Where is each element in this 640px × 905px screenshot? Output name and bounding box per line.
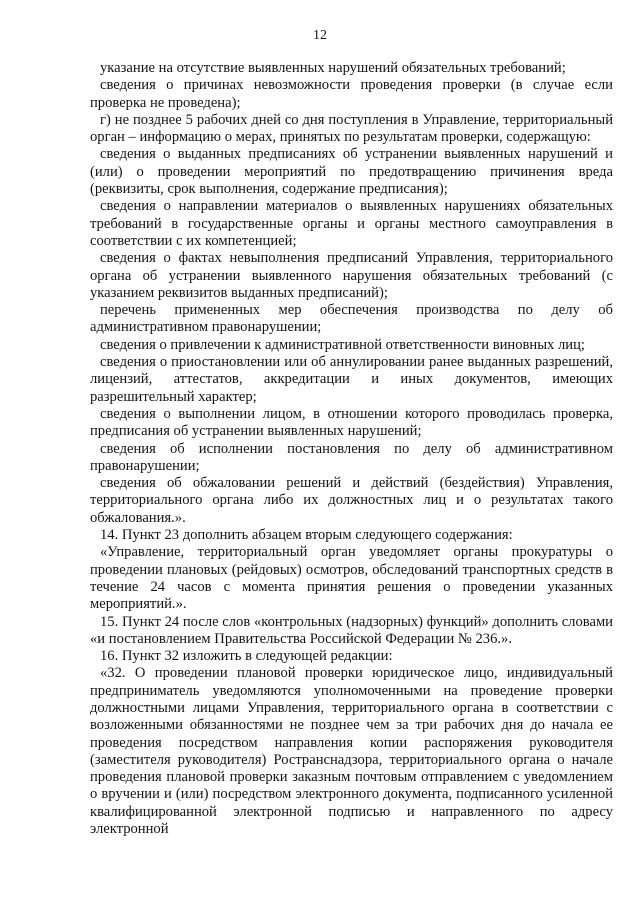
paragraph: 15. Пункт 24 после слов «контрольных (надзорных) функций» дополнить словами «и постановлением Правительства Российской Федерации № 236.».	[90, 613, 613, 647]
paragraph: сведения о выполнении лицом, в отношении которого проводилась проверка, предписания об устранении выявленных нарушений;	[90, 405, 613, 440]
paragraph: сведения об исполнении постановления по делу об административном правонарушении;	[90, 440, 613, 474]
paragraph: г) не позднее 5 рабочих дней со дня поступления в Управление, территориальный орган – информацию о мерах, принятых по результатам проверки, содержащую:	[90, 111, 613, 146]
paragraph: перечень примененных мер обеспечения производства по делу об административном правонарушении;	[90, 302, 613, 336]
document-body	[90, 60, 613, 838]
paragraph: сведения о привлечении к административной ответственности виновных лиц;	[100, 336, 585, 353]
paragraph: сведения об обжаловании решений и действий (бездействия) Управления, территориального органа либо их должностных лиц и о результатах такого обжалования.».	[90, 475, 613, 526]
paragraph: сведения о выданных предписаниях об устранении выявленных нарушений и (или) о проведении мероприятий по предотвращению причинения вреда (реквизиты, срок выполнения, содержание предписания);	[90, 146, 613, 198]
page-number: 12	[313, 28, 327, 43]
paragraph: сведения о причинах невозможности проведения проверки (в случае если проверка не проведена);	[90, 77, 613, 111]
paragraph: 16. Пункт 32 изложить в следующей редакции:	[100, 648, 393, 665]
paragraph: 14. Пункт 23 дополнить абзацем вторым следующего содержания:	[100, 527, 513, 544]
paragraph: указание на отсутствие выявленных нарушений обязательных требований;	[100, 60, 566, 76]
paragraph: «32. О проведении плановой проверки юридическое лицо, индивидуальный предприниматель уведомляются уполномоченными на проведение проверки должностными лицами Управления, территориального органа в соответствии с возложенными обязанностями не позднее чем за три рабочих дня до начала ее проведения посредством направления копии распоряжения руководителя (заместителя руководителя) Ространснадзора, территориального органа о начале проведения плановой проверки заказным почтовым отправлением с уведомлением о вручении и (или) посредством электронного документа, подписанного усиленной квалифицированной электронной подписью и направленного по адресу электронной	[90, 665, 613, 838]
paragraph: сведения о фактах невыполнения предписаний Управления, территориального органа об устранении выявленного нарушения обязательных требований (с указанием реквизитов выданных предписаний);	[90, 250, 613, 301]
paragraph: сведения о приостановлении или об аннулировании ранее выданных разрешений, лицензий, аттестатов, аккредитации и иных документов, имеющих разрешительный характер;	[90, 354, 613, 405]
paragraph: «Управление, территориальный орган уведомляет органы прокуратуры о проведении плановых (рейдовых) осмотров, обследований транспортных средств в течение 24 часов с момента принятия решения о проведении указанных мероприятий.».	[90, 544, 613, 613]
paragraph: сведения о направлении материалов о выявленных нарушениях обязательных требований в государственные органы и органы местного самоуправления в соответствии с их компетенцией;	[90, 198, 613, 249]
